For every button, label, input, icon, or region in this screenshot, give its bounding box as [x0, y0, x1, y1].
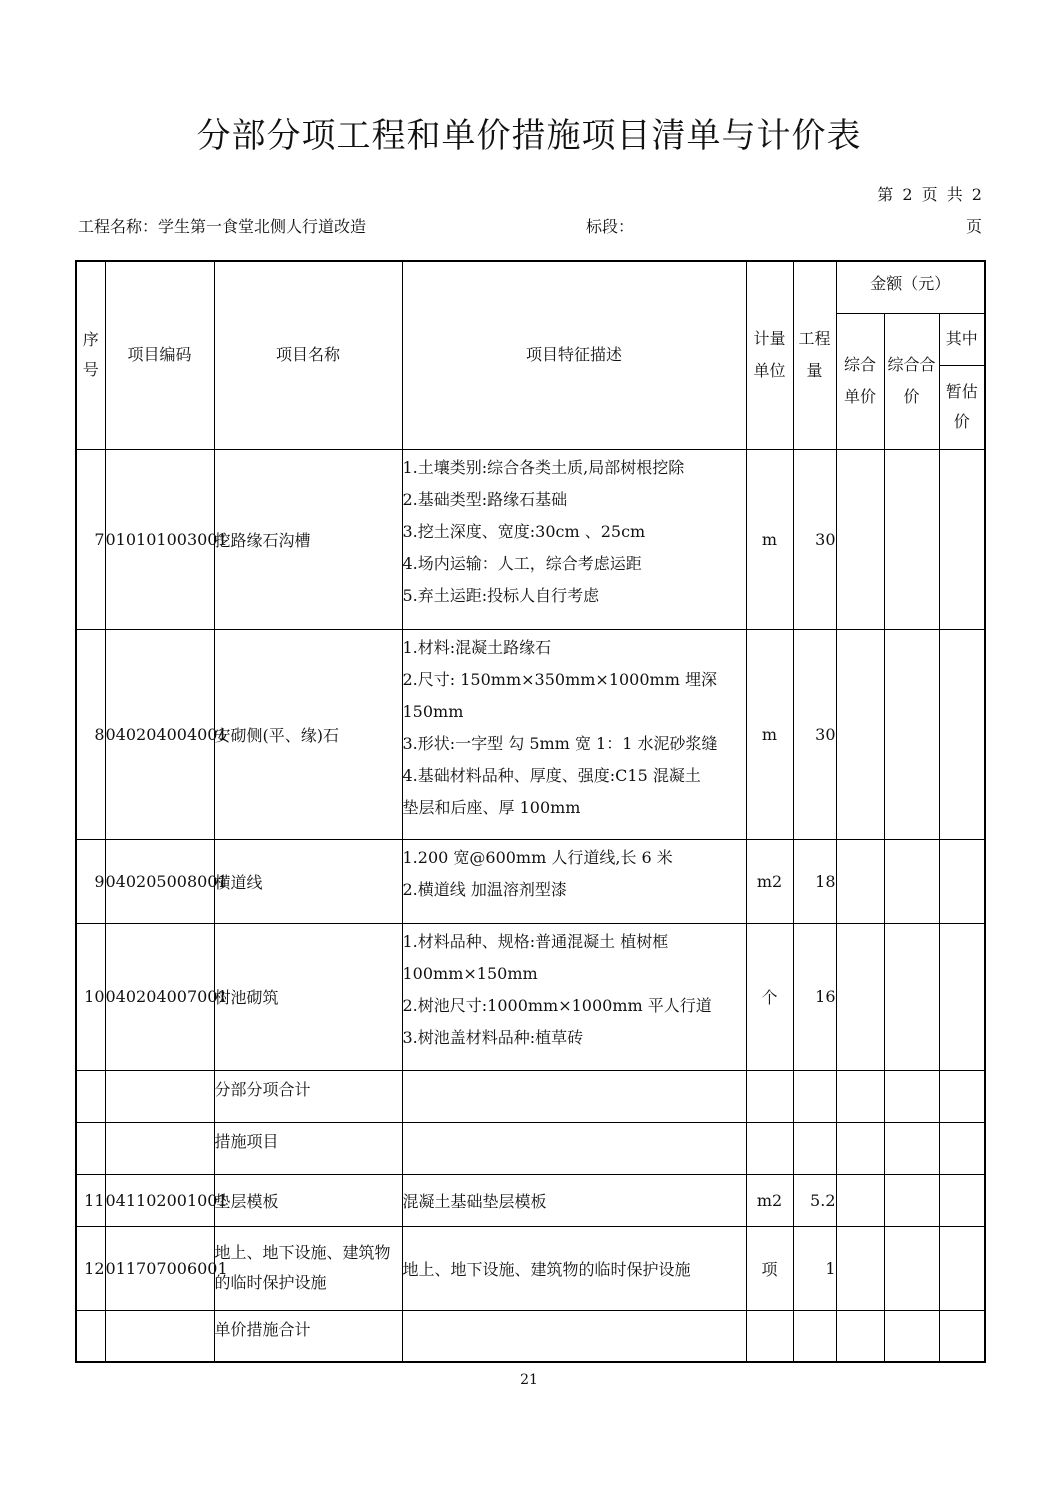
header-unit-price: 综合单价	[836, 313, 884, 449]
row-unit: 项	[746, 1226, 793, 1310]
row-unit: m2	[746, 1174, 793, 1226]
row-seq: 11	[76, 1174, 105, 1226]
row-code: 041102001001	[105, 1174, 214, 1226]
measures-total-label: 单价措施合计	[214, 1310, 402, 1362]
row-desc: 1.土壤类别:综合各类土质,局部树根挖除 2.基础类型:路缘石基础 3.挖土深度、宽度:30cm 、25cm 4.场内运输：人工，综合考虑运距 5.弃土运距:投标人自行考虑	[402, 449, 746, 629]
header-desc: 项目特征描述	[402, 261, 746, 449]
row-qty: 30	[793, 449, 836, 629]
measures-label: 措施项目	[214, 1122, 402, 1174]
row-desc: 1.材料品种、规格:普通混凝土 植树框 100mm×150mm 2.树池尺寸:1000mm×1000mm 平人行道 3.树池盖材料品种:植草砖	[402, 923, 746, 1070]
row-seq: 8	[76, 629, 105, 839]
row-seq: 12	[76, 1226, 105, 1310]
row-seq: 7	[76, 449, 105, 629]
table-row	[76, 839, 985, 923]
table-row	[76, 1174, 985, 1226]
table-row	[76, 1070, 985, 1122]
row-qty: 16	[793, 923, 836, 1070]
project-name: 工程名称：学生第一食堂北侧人行道改造	[78, 217, 367, 236]
header-qty: 工程量	[793, 261, 836, 449]
row-qty: 5.2	[793, 1174, 836, 1226]
table-row	[76, 1310, 985, 1362]
header-among: 其中	[939, 313, 985, 365]
row-unit: m	[746, 449, 793, 629]
row-code: 040205008001	[105, 839, 214, 923]
row-name: 树池砌筑	[214, 923, 402, 1070]
bid-section: 标段：	[586, 217, 635, 236]
row-name: 挖路缘石沟槽	[214, 449, 402, 629]
row-qty: 18	[793, 839, 836, 923]
row-qty: 30	[793, 629, 836, 839]
row-unit: 个	[746, 923, 793, 1070]
table-row	[76, 1122, 985, 1174]
row-seq: 9	[76, 839, 105, 923]
page-info: 第 2 页 共 2	[877, 185, 982, 204]
table-row	[76, 629, 985, 839]
pricing-table	[75, 260, 986, 1363]
row-code: 040204007001	[105, 923, 214, 1070]
table-row	[76, 449, 985, 629]
row-seq: 10	[76, 923, 105, 1070]
row-unit: m	[746, 629, 793, 839]
row-desc: 1.材料:混凝土路缘石 2.尺寸: 150mm×350mm×1000mm 埋深 150mm 3.形状:一字型 勾 5mm 宽 1：1 水泥砂浆缝 4.基础材料品种、厚度、强度:C15 混凝土 垫层和后座、厚 100mm	[402, 629, 746, 839]
row-unit: m2	[746, 839, 793, 923]
row-desc: 混凝土基础垫层模板	[402, 1174, 746, 1226]
row-code: 010101003001	[105, 449, 214, 629]
row-desc: 地上、地下设施、建筑物的临时保护设施	[402, 1226, 746, 1310]
row-desc: 1.200 宽@600mm 人行道线,长 6 米 2.横道线 加温溶剂型漆	[402, 839, 746, 923]
row-name: 地上、地下设施、建筑物的临时保护设施	[214, 1226, 402, 1310]
header-amount: 金额（元）	[836, 261, 985, 313]
header-unit: 计量单位	[746, 261, 793, 449]
page-suffix: 页	[965, 217, 982, 236]
header-seq: 序号	[76, 261, 105, 449]
row-name: 横道线	[214, 839, 402, 923]
row-name: 垫层模板	[214, 1174, 402, 1226]
table-row	[76, 1226, 985, 1310]
header-provisional: 暂估价	[939, 365, 985, 449]
header-code: 项目编码	[105, 261, 214, 449]
row-code: 011707006001	[105, 1226, 214, 1310]
subtotal-label: 分部分项合计	[214, 1070, 402, 1122]
page-title: 分部分项工程和单价措施项目清单与计价表	[196, 116, 862, 156]
header-name: 项目名称	[214, 261, 402, 449]
row-code: 040204004001	[105, 629, 214, 839]
row-name: 安砌侧(平、缘)石	[214, 629, 402, 839]
header-total: 综合合价	[884, 313, 939, 449]
table-row	[76, 923, 985, 1070]
row-qty: 1	[793, 1226, 836, 1310]
page-number: 21	[520, 1372, 538, 1388]
